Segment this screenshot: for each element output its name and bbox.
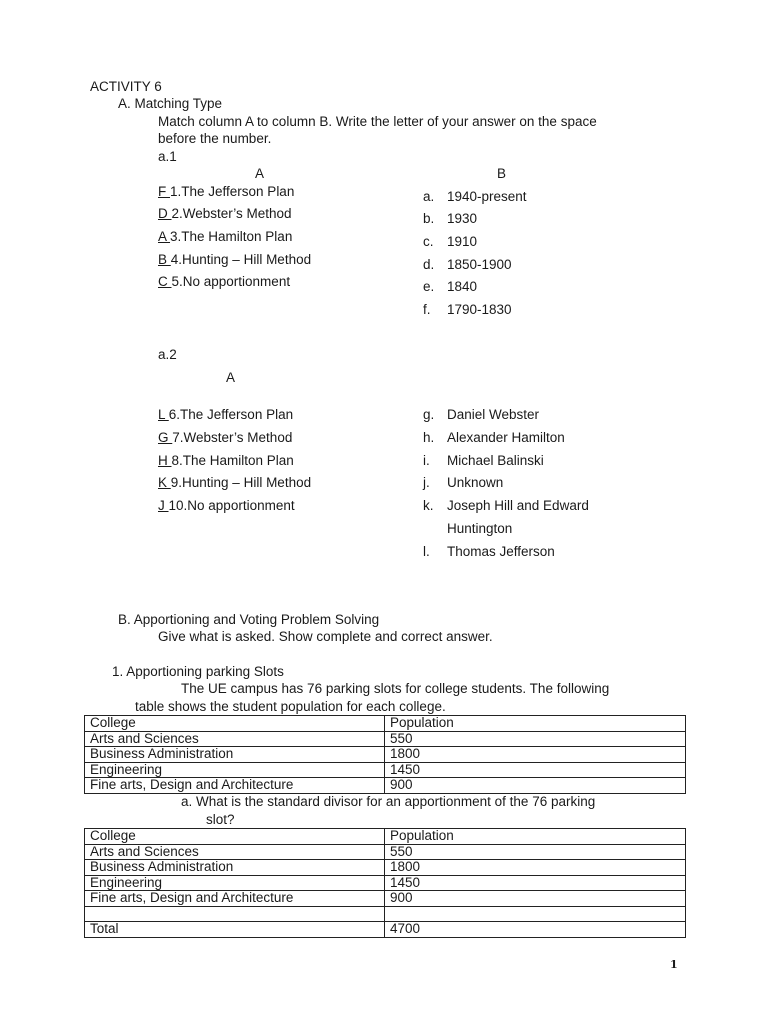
matching-item-10 [158,497,295,514]
table-cell: Total [85,922,385,938]
choice-text: Thomas Jefferson [447,544,555,559]
table-row [85,891,686,907]
item-text: 6.The Jefferson Plan [168,407,294,422]
answer-blank: G [158,430,173,445]
item-text: 9.Hunting – Hill Method [170,475,312,490]
table-cell: 1450 [385,762,686,778]
choice-text: 1930 [447,211,478,226]
table-cell: 1800 [385,860,686,876]
table-header-cell: College [85,716,385,732]
table-cell: Fine arts, Design and Architecture [85,778,385,794]
answer-blank: C [158,274,172,289]
choice-text: 1940-present [447,189,527,204]
table-cell: Fine arts, Design and Architecture [85,891,385,907]
matching-item-8 [158,452,294,469]
matching-item-4 [158,251,311,268]
answer-blank: L [158,407,169,422]
item-text: 10.No apportionment [168,498,295,513]
table-total-row [85,922,686,938]
table-cell: Business Administration [85,860,385,876]
table-cell: Engineering [85,762,385,778]
item-text: 1.The Jefferson Plan [170,184,295,199]
item-text: 2.Webster’s Method [171,206,292,221]
choice-letter: g. [423,407,435,422]
table-header-cell: Population [385,829,686,845]
choice-letter: c. [423,234,434,249]
answer-blank: F [158,184,170,199]
activity-title: ACTIVITY 6 [90,79,162,94]
item-text: 8.The Hamilton Plan [171,453,294,468]
problem-1-title: 1. Apportioning parking Slots [112,664,284,679]
table-cell: 550 [385,844,686,860]
choice-letter: i. [423,453,430,468]
matching-item-5 [158,273,290,290]
choice-text: Joseph Hill and Edward [447,498,589,513]
matching-item-9 [158,474,311,491]
choice-letter: l. [423,544,430,559]
population-table [84,715,686,794]
choice-text: Alexander Hamilton [447,430,565,445]
table-header-cell: Population [385,716,686,732]
item-text: 4.Hunting – Hill Method [170,252,312,267]
table-header-row [85,829,686,845]
table-row [85,844,686,860]
table-row [85,875,686,891]
table-row [85,762,686,778]
answer-blank: A [158,229,171,244]
choice-letter: b. [423,211,435,226]
choice-letter: k. [423,498,434,513]
population-total-table [84,828,686,938]
section-b-instructions: Give what is asked. Show complete and correct answer. [158,629,493,644]
page-number: 1 [670,958,678,971]
table-row [85,731,686,747]
item-text: 7.Webster’s Method [172,430,293,445]
table-row [85,778,686,794]
table-cell [385,906,686,922]
answer-blank: H [158,453,172,468]
part-a2-column-a-header: A [226,370,236,385]
choice-letter: f. [423,302,431,317]
answer-blank: K [158,475,171,490]
matching-item-1 [158,183,294,200]
item-text: 3.The Hamilton Plan [170,229,293,244]
item-text: 5.No apportionment [171,274,291,289]
problem-1-description-line2: table shows the student population for each college. [135,699,446,714]
table-cell: 900 [385,891,686,907]
matching-item-7 [158,429,292,446]
matching-item-3 [158,228,292,245]
part-a2-label: a.2 [158,347,177,362]
table-header-row [85,716,686,732]
section-a-instructions-line1: Match column A to column B. Write the letter of your answer on the space [158,114,597,129]
choice-text-continued: Huntington [447,521,513,536]
choice-text: Unknown [447,475,504,490]
table-cell [85,906,385,922]
choice-letter: d. [423,257,435,272]
problem-1-description-line1: The UE campus has 76 parking slots for college students. The following [181,681,610,696]
section-a-instructions-line2: before the number. [158,131,272,146]
part-a1-label: a.1 [158,149,177,164]
answer-blank: D [158,206,172,221]
question-a-line2: slot? [206,812,235,827]
choice-letter: a. [423,189,435,204]
matching-item-2 [158,205,292,222]
section-b-heading: B. Apportioning and Voting Problem Solving [118,612,380,627]
section-a-heading: A. Matching Type [118,96,223,111]
table-row-empty [85,906,686,922]
choice-text: Daniel Webster [447,407,540,422]
table-cell: 1800 [385,747,686,763]
table-cell: 1450 [385,875,686,891]
question-a-line1: a. What is the standard divisor for an apportionment of the 76 parking [181,794,596,809]
table-cell: 550 [385,731,686,747]
choice-text: 1790-1830 [447,302,512,317]
choice-letter: j. [423,475,430,490]
matching-item-6 [158,406,293,423]
choice-letter: h. [423,430,435,445]
table-cell: 900 [385,778,686,794]
table-row [85,747,686,763]
table-cell: Business Administration [85,747,385,763]
table-cell: Arts and Sciences [85,731,385,747]
choice-text: Michael Balinski [447,453,544,468]
part-a1-column-b-header: B [497,166,507,181]
choice-text: 1850-1900 [447,257,512,272]
table-cell: 4700 [385,922,686,938]
choice-text: 1840 [447,279,478,294]
table-row [85,860,686,876]
table-header-cell: College [85,829,385,845]
part-a1-column-a-header: A [255,166,265,181]
table-cell: Engineering [85,875,385,891]
choice-text: 1910 [447,234,478,249]
answer-blank: B [158,252,171,267]
choice-letter: e. [423,279,435,294]
table-cell: Arts and Sciences [85,844,385,860]
answer-blank: J [158,498,169,513]
